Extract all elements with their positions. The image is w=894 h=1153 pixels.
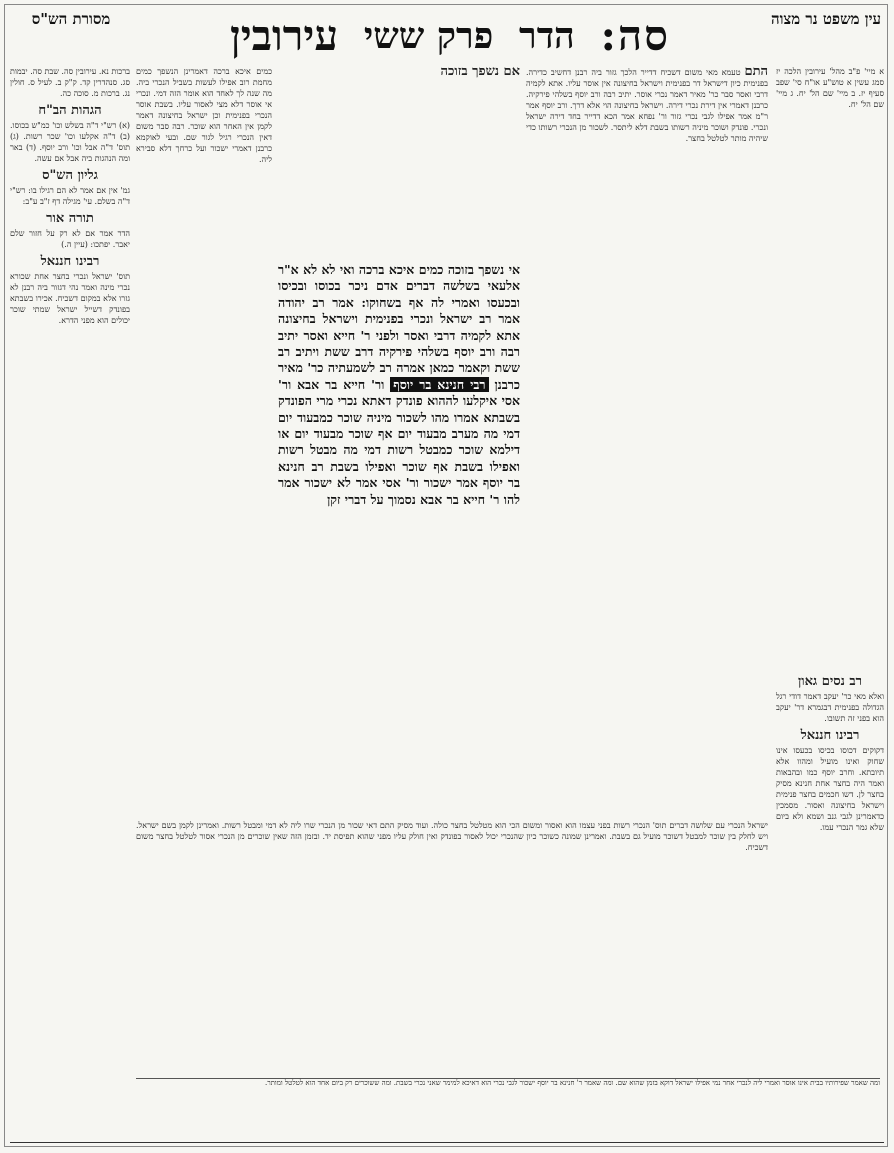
gemara-paragraph-1: אי נשפך בזוכה כמים איכא ברכה ואי לא לא א"ר אלעאי בשלשה דברים אדם ניכר בכוסו ובכיסו ובכעסו ואמרי לה אף בשחוקו: אמר רב יהודה אמר רב ישראל ונכרי בפנימית וישראל בחיצונה אתא לקמיה דרבי ואסר ולפני ר' חייא ואסר יתיב רבה ורב יוסף בשלהי פירקיה דרב ששת ויתיב רב ששת וקאמר כמאן אמרה רב לשמעתיה כר' מאיר כרבנן	[278, 262, 520, 392]
ein-mishpat-label: עין משפט נר מצוה	[770, 10, 882, 28]
ein-mishpat-text: א מיי' פ"ב מהל' עירובין הלכה יז סמג עשין א טוש"ע או"ח סי' שפב סעיף יז. ב מיי' שם הל' יח. ג מיי' שם הל' יח.	[776, 67, 884, 109]
torah-or-title: תורה אור	[46, 211, 94, 226]
masoret-hashas-label: מסורת הש"ס	[31, 10, 111, 28]
right-margin-column	[776, 66, 884, 833]
page-header	[230, 8, 670, 64]
rashi-dibbur-hamatchil: התם	[744, 64, 768, 79]
footer-rule	[10, 1142, 884, 1143]
rabbeinu-chananel-left-text: תוס' ישראל ונכרי בחצר אחת שכורא נכרי מינה ואמר נהי דגזור ביה רבנן לא גזרו אלא במקום דשכיח. אכירו בשבתא בפונדק דשייל ישראל שמתי שוכר יכולים הוא מפני הדרא.	[10, 272, 130, 325]
gilyon-title: גליון הש"ס	[42, 168, 98, 183]
rav-nissim-text: ואלא מאי כר' יעקב דאמר דודי רגל הגדולה בפנימית דבגמרא דר' יעקב הוא בפני זה תשובו.	[776, 692, 884, 723]
highlighted-name: רבי חנינא בר יוסף	[390, 377, 488, 392]
chapter-name: הדר	[519, 15, 575, 57]
gilyon-text: גמ' אין אם אמר לא הם רגילו בו: רש"י ד"ה בשלם. עי' מגילה דף ז"ב ע"ב:	[10, 186, 130, 206]
footnotes	[136, 1078, 880, 1088]
rashi-column	[526, 66, 768, 144]
left-margin-column	[10, 66, 130, 326]
tractate-name: עירובין	[230, 11, 339, 60]
hagahot-text: (א) רש"י ד"ה בשלש וכו' כמ"ש בכוסו. (ב) ד"ה אקלעו וכו' שכר רשות. (ג) תוס' ד"ה אבל וכו' ורב יוסף. (ד) באר ומה הנהגות ביה אבל אם עשה.	[10, 121, 130, 163]
gemara-main-text	[278, 262, 520, 508]
tosafot-dibbur-hamatchil: אם נשפך בזוכה	[440, 64, 520, 79]
chapter-number: פרק ששי	[363, 15, 494, 57]
tosafot-column	[136, 66, 272, 165]
inner-top-commentary	[278, 66, 520, 78]
tosafot-text: כמים איכא ברכה דאמרינן הנשפך כמים מחמת רוב אפילו לעשות בשביל הנכרי ביה. מה שנה לך לאחד הוא אומר הזה דמי. ונכרי אי אוסר דלא מצי לאסור עליו. בשבת אוסר הנכרי בפנימית וכן ישראל בחיצונה דאמר לקמן אין האחר הוא שוכר. רבה סבר משום דאין הנכרי רגיל לגור שם. ובעי לאוקמא כרבנן דאמרי ישכור ועל כרחך דלא סבירא ליה.	[136, 67, 272, 164]
masoret-hashas-text: ברכות נא. עירובין סה. שבת סה. יבמות סג. סנהדרין קד. ק"ק ב. לעיל ס. חולין נג. ברכות מ. סוכה כה.	[10, 67, 130, 98]
bottom-commentary-text: ישראל הנכרי עם שלושה דברים תוס' הנכרי רשות בפני עצמו הוא ואסור ומשום הכי הוא מטלטל בחצר כולה. ועוד מסיק התם דאי שכור מן הנכרי שרו ליה לא דמי ומבטל רשות. ואמרינן לקמן בשם ישראל. ויש לחלק בין שוכר למבטל דשוכר מועיל גם בשבת. ואמרינן שמונה כשוכר כיון שהנכרי יכול לאסור בפונדק ואין חולק עליו מפני שהוא תפיסת יד. ובזמן הזה שאין שוכרים מן הנכרי אסור לטלטל בחצר משום דשכיח.	[136, 821, 768, 852]
rabbeinu-chananel-right-title: רבינו חננאל	[800, 728, 860, 743]
page-number: סה:	[600, 11, 670, 60]
gemara-paragraph-2: ור' חייא בר אבא ור' אסי איקלעו לההוא פונדק דאתא נכרי מרי הפונדק בשבתא אמרו מהו לשכור מיניה שוכר כמבעוד יום דמי מה מערב מבעוד יום אף שוכר מבעוד יום או דילמא שוכר כמבטל רשות דמי מה מבטל רשות ואפילו בשבת אף שוכר ואפילו בשבת רב חנינא בר יוסף אמר ישכור ור' אסי אמר לא ישכור אמר להו ר' חייא בר אבא נסמוך על דברי זקן	[278, 376, 520, 507]
rabbeinu-chananel-right-text: דקוקים דכוסו בכיסו בכעסו אינו שחוק ואינו מועיל ומהוו אלא תיובתא. וחרב יוסף כמו ובהבאות ואמר היה בחצר אחת חנינא מסיק בחצר לן. דשו חכמים בחצר פנימית וישראל בחיצונה ואסור. מסמכין כדאמרינן לגבי גנב ושמא ולא ביום שלא גמר הנכרי עמו.	[776, 746, 884, 832]
page-border	[4, 4, 888, 1147]
hagahot-title: הגהות הב"ח	[38, 103, 102, 118]
rashi-text: טעמא מאי משום דשכיח דדייר הלכך גזור ביה רבנן דחשיב כדירה. בפנימית כיון דישראל דר בפנימית וישראל בחיצונה אין אוסר עליו. אתא לקמיה דרבי ואסר סבר כר' מאיר דאמר נכרי אוסר. יתיב רבה ורב יוסף בשלהי פירקיה. כרבנן דאמרי אין דירת נכרי דירה. וישראל בחיצונה הוי אלא דרך. ורב יוסף אמר ר"מ אמר אפילו לגבי נכרי גזור ור' נפחא אמר הכא דדייר בחד דירה ישראל ונכרי. פונדק ושוכר מיניה רשותו בשבת דלא ליתסר. לשכור מן הנכרי רשותו כדי שיהיה מותר לטלטל בחצר.	[526, 68, 768, 143]
rabbeinu-chananel-left-title: רבינו חננאל	[40, 254, 100, 269]
bottom-commentary	[136, 820, 768, 853]
torah-or-text: הדר אמר אם לא רק על חזור שלם יאבר. יפתכו: (עיין ה.)	[10, 229, 130, 249]
footnotes-text: ומה שאמר שפירותיו בבית אינו אוסר ואמרי ליה לנכרי אחר נמי אפילו ישראל דוקא בזמן שהוא שם. ומה שאמר ר' חנינא בר יוסף ישכור לגבי נכרי הוא דאיכא למימר שאני נכרי בשבת. ומה ששוכרים רק ביום אחד הוא לטלטל ומותר.	[265, 1079, 880, 1087]
rav-nissim-title: רב נסים גאון	[797, 674, 863, 689]
